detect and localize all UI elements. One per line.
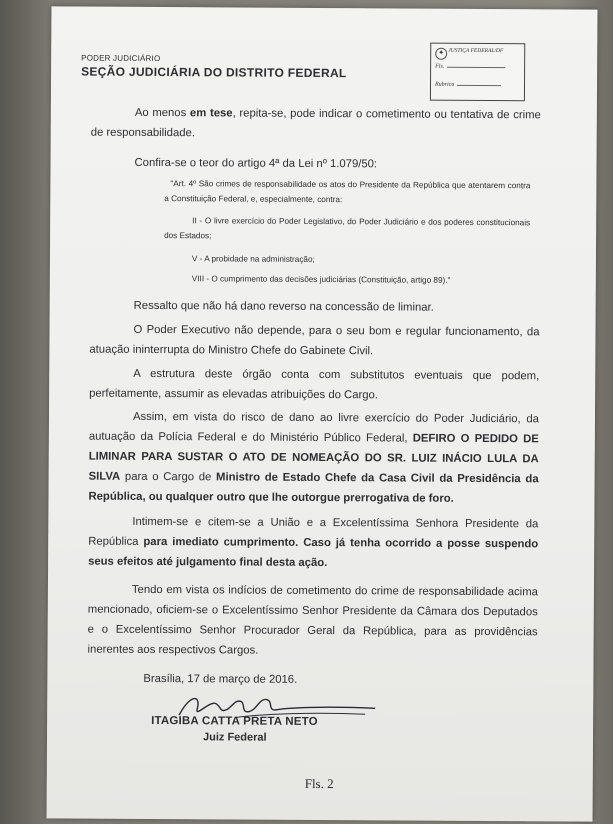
section-title: SEÇÃO JUDICIÁRIA DO DISTRITO FEDERAL <box>81 64 347 81</box>
quote-article: "Art. 4º São crimes de responsabilidade os atos do Presidente da República que atentarem contra a Constituição Federal, e, especialmente, contra: <box>164 179 531 205</box>
stamp-title: JUSTIÇA FEDERAL/DF <box>448 47 504 55</box>
stamp-rubrica-label: Rubrica <box>434 81 455 88</box>
seal-icon: ✦ <box>435 48 447 60</box>
paragraph-4: O Poder Executivo não depende, para o seu bom e regular funcionamento, da atuação ininterrupta do Ministro Chefe do Gabinete Civil. <box>89 323 540 358</box>
quote-item-ii: II - O livre exercício do Poder Legislativo, do Poder Judiciário e dos poderes constitucionais dos Estados; <box>164 216 531 241</box>
stamp-fls-label: Fls. <box>435 63 445 70</box>
paragraph-3: Ressalto que não há dano reverso na concessão de liminar. <box>133 299 434 314</box>
org-label: PODER JUDICIÁRIO <box>81 53 161 64</box>
court-stamp <box>430 43 525 102</box>
judge-role: Juiz Federal <box>202 731 267 744</box>
paragraph-7: Intimem-se e citem-se a União e a Excelentíssima Senhora Presidente da República para imediato cumprimento. Caso já tenha ocorrido a posse suspendo seus efeitos até julgamento final desta ação. <box>88 515 539 570</box>
stamp-rubrica-line <box>435 82 501 88</box>
quote-item-v: V - A probidade na administração; <box>191 254 315 264</box>
stamp-fls-line <box>435 64 505 70</box>
paragraph-5: A estrutura deste órgão conta com substitutos eventuais que podem, perfeitamente, assumir as elevadas atribuições do Cargo. <box>89 367 540 402</box>
paragraph-6: Assim, em vista do risco de dano ao livre exercício do Poder Judiciário, da autuação da Polícia Federal e do Ministério Público Federal, DEFIRO O PEDIDO DE LIMINAR PARA SUSTAR O ATO DE NOMEAÇÃO DO SR. LUIZ INÁCIO LULA DA SILVA para o Cargo de Ministro de Estado Chefe da Casa Civil da Presidência da República, ou qualquer outro que lhe outorgue prerrogativa de foro. <box>88 410 540 505</box>
quote-item-viii: VIII - O cumprimento das decisões judiciárias (Constituição, artigo 89)." <box>191 274 451 285</box>
paragraph-1: Ao menos em tese, repita-se, pode indicar o cometimento ou tentativa de crime de responsabilidade. <box>90 106 541 140</box>
paragraph-2: Confira-se o teor do artigo 4ª da Lei nº 1.079/50: <box>134 156 378 171</box>
document-page <box>47 6 598 821</box>
place-date: Brasília, 17 de março de 2016. <box>143 672 298 686</box>
paragraph-8: Tendo em vista os indícios de cometimento do crime de responsabilidade acima mencionado, oficiem-se o Excelentíssimo Senhor Presidente da Câmara dos Deputados e o Excelentíssimo Senhor Procurador Geral da República, para as providências inerentes aos respectivos Cargos. <box>87 583 538 657</box>
page-number: Fls. 2 <box>304 775 334 792</box>
judge-name: ITAGIBA CATTA PRETA NETO <box>151 714 318 728</box>
